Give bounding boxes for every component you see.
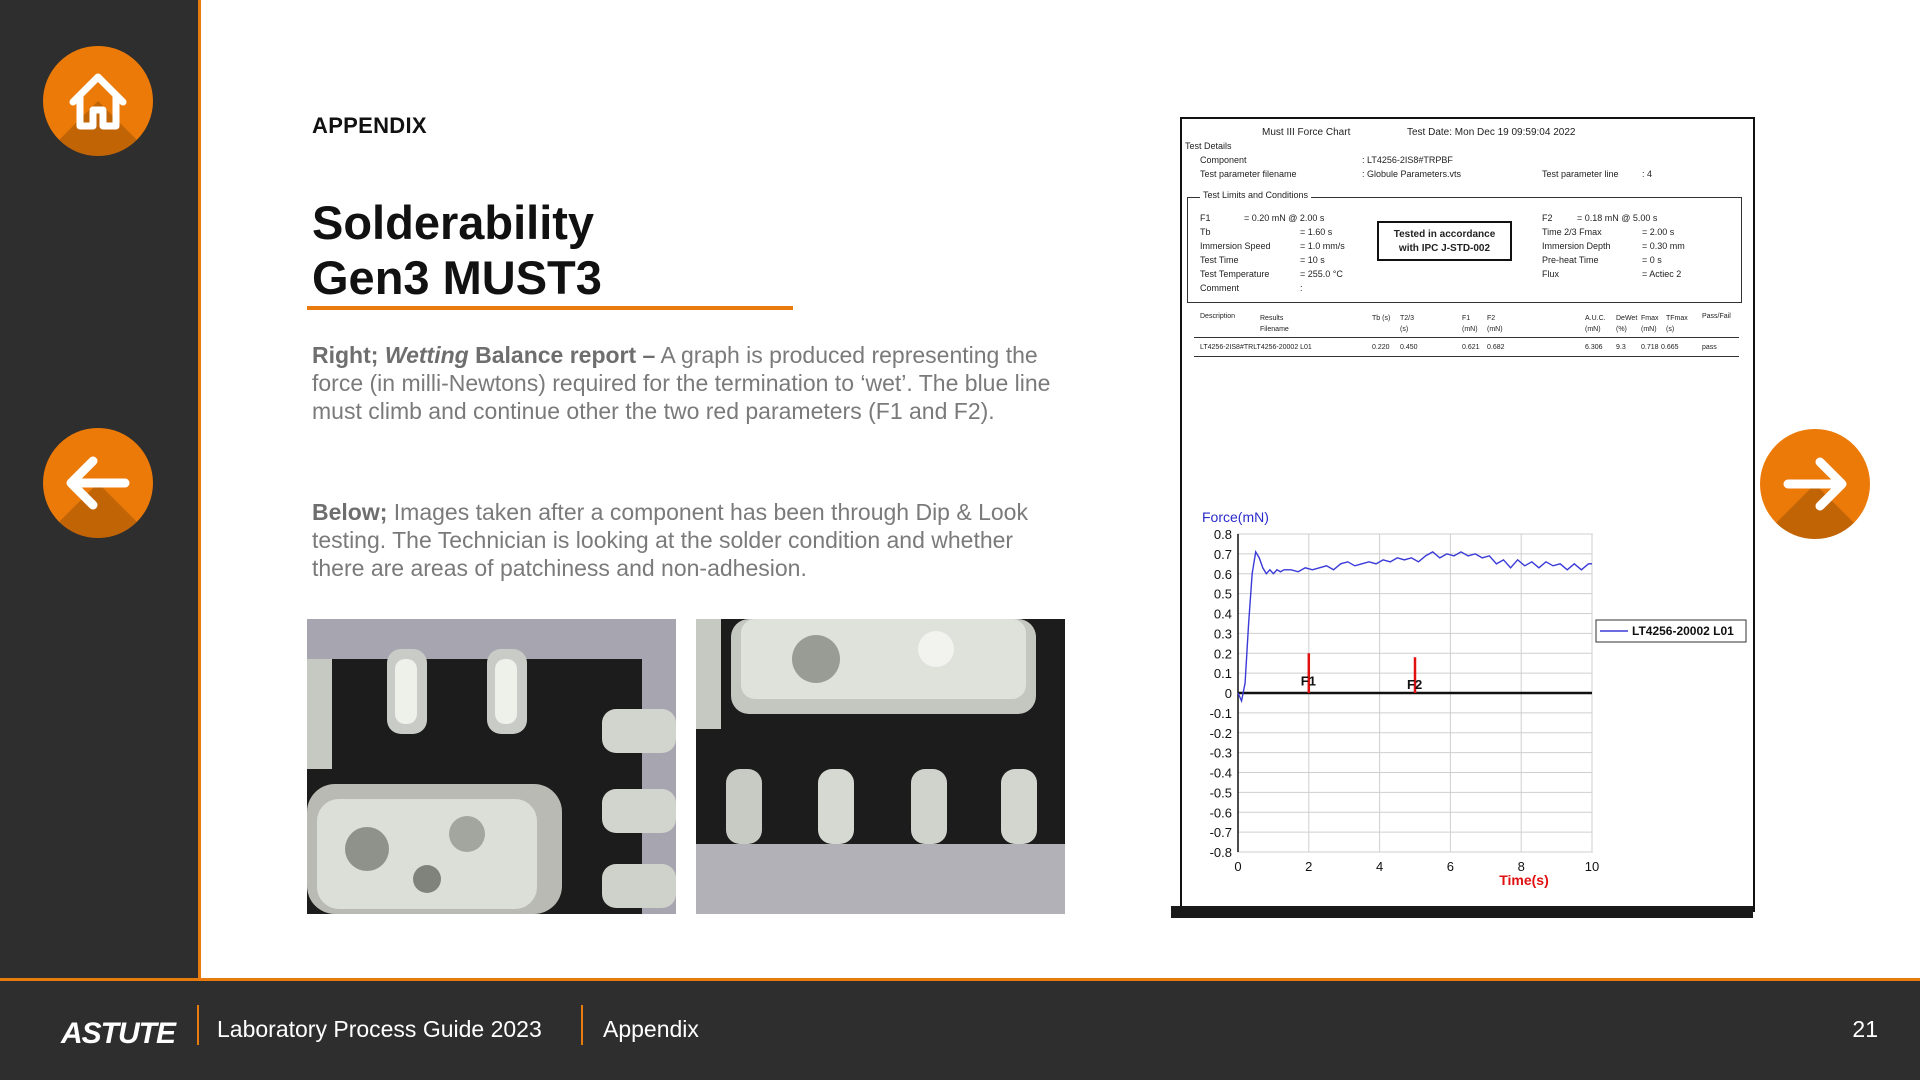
limit-label: Immersion Speed: [1200, 241, 1271, 251]
para1-text: A graph is produced representing the force (in milli-Newtons) required for the termination to ‘wet’. The blue line must climb and continue other the two red parameters (F1 and F2).: [312, 342, 1051, 424]
table-cell: 9.3: [1616, 344, 1626, 351]
x-axis-label: Time(s): [1499, 872, 1549, 888]
limit-value: = 1.60 s: [1300, 227, 1333, 237]
test-details-heading: Test Details: [1185, 141, 1232, 151]
limit-value: = 0.20 mN @ 2.00 s: [1244, 213, 1325, 223]
table-header: Results Filename: [1260, 315, 1289, 333]
para1-lead-2: Balance report –: [475, 342, 656, 368]
y-tick-label: 0.8: [1213, 527, 1232, 542]
table-cell: pass: [1702, 344, 1717, 351]
x-tick-label: 6: [1446, 859, 1455, 874]
home-icon: [43, 46, 153, 156]
table-header: A.U.C. (mN): [1585, 315, 1606, 333]
limit-label: Flux: [1542, 269, 1560, 279]
y-tick-labels: [1210, 527, 1232, 860]
table-header: Pass/Fail: [1702, 313, 1731, 320]
limit-value: = 2.00 s: [1642, 227, 1675, 237]
footer-guide-title: Laboratory Process Guide 2023: [217, 1016, 542, 1042]
left-values-2: [1300, 225, 1345, 295]
y-tick-label: 0.5: [1213, 586, 1232, 602]
limit-value: = 0.18 mN @ 5.00 s: [1577, 213, 1658, 223]
limit-value: = 0.30 mm: [1642, 241, 1685, 251]
page-number: 21: [1852, 1016, 1878, 1042]
table-divider: [1194, 337, 1739, 338]
table-header: Tb (s): [1372, 315, 1391, 322]
table-cell: 0.450: [1400, 344, 1418, 351]
table-header: T2/3 (s): [1400, 315, 1415, 333]
page-title: [312, 195, 602, 305]
x-tick-label: 8: [1517, 859, 1525, 874]
y-axis-label: Force(mN): [1202, 509, 1269, 525]
title-underline: [307, 306, 793, 310]
table-header: F2 (mN): [1487, 315, 1503, 333]
back-button[interactable]: [43, 428, 153, 538]
report-description: [312, 341, 1052, 425]
para1-lead: Right;: [312, 342, 379, 368]
force-chart: [1182, 369, 1753, 909]
table-cell: 0.220: [1372, 344, 1390, 351]
table-cell: 0.621: [1462, 344, 1480, 351]
para2-lead: Below;: [312, 499, 388, 525]
arrow-left-icon: [43, 428, 153, 538]
x-tick-label: 0: [1234, 859, 1242, 874]
report-title: Must III Force Chart: [1262, 127, 1351, 138]
chart-legend: [1596, 620, 1746, 642]
limit-label: Test Temperature: [1200, 269, 1270, 279]
y-tick-label: 0.2: [1213, 646, 1232, 662]
y-tick-label: 0.3: [1213, 626, 1232, 642]
limit-label: Pre-heat Time: [1542, 255, 1599, 265]
y-tick-label: -0.3: [1209, 745, 1232, 761]
brand-logo: ASTUTE: [61, 1017, 175, 1050]
limit-value: = 0 s: [1642, 255, 1662, 265]
para2-text: Images taken after a component has been through Dip & Look testing. The Technician is looking at the solder condition and whether there are areas of patchiness and non-adhesion.: [312, 499, 1028, 581]
right-values: [1577, 211, 1657, 225]
limit-label: Test Time: [1200, 255, 1239, 265]
limit-value: = Actiec 2: [1642, 269, 1682, 279]
y-tick-label: -0.2: [1209, 725, 1232, 741]
forward-button[interactable]: [1760, 429, 1870, 539]
limit-label: F1: [1200, 213, 1211, 223]
y-tick-label: -0.5: [1209, 785, 1232, 801]
limits-title: Test Limits and Conditions: [1200, 190, 1311, 200]
limit-label: Immersion Depth: [1542, 241, 1611, 251]
stamp-line2: with IPC J-STD-002: [1398, 243, 1491, 254]
footer-separator: [197, 1005, 199, 1045]
table-header: DeWet (%): [1616, 315, 1638, 333]
table-header: Fmax (mN): [1641, 315, 1659, 333]
limit-value: = 255.0 °C: [1300, 269, 1343, 279]
page-title-line2: Gen3 MUST3: [312, 251, 602, 304]
limit-label: Tb: [1200, 227, 1211, 237]
x-tick-label: 10: [1584, 859, 1600, 874]
legend-label: LT4256-20002 L01: [1632, 624, 1734, 638]
table-cell: 0.682: [1487, 344, 1505, 351]
component-value: : LT4256-2IS8#TRPBF: [1362, 155, 1453, 165]
table-cell: LT4256-2IS8#TRLT4256-20002 L01: [1200, 344, 1312, 351]
left-values: [1244, 211, 1324, 225]
footer: [0, 978, 1920, 1080]
limit-label: F2: [1542, 213, 1553, 223]
x-tick-label: 4: [1375, 859, 1384, 874]
y-tick-label: -0.4: [1209, 765, 1232, 781]
y-tick-label: 0.1: [1213, 666, 1232, 682]
report-date: Test Date: Mon Dec 19 09:59:04 2022: [1407, 127, 1576, 138]
table-divider: [1194, 356, 1739, 357]
table-cell: 6.306: [1585, 344, 1603, 351]
limit-label: Time 2/3 Fmax: [1542, 227, 1602, 237]
limit-value: = 10 s: [1300, 255, 1325, 265]
solder-photo-2: [696, 619, 1065, 914]
table-cell: 0.665: [1661, 344, 1679, 351]
table-cell: 0.718: [1641, 344, 1659, 351]
marker-label: F2: [1407, 677, 1423, 693]
y-tick-label: 0.7: [1213, 546, 1232, 562]
para1-lead-italic: Wetting: [384, 342, 469, 368]
limit-label: Comment: [1200, 283, 1240, 293]
footer-separator: [581, 1005, 583, 1045]
stamp-line1: Tested in accordance: [1393, 229, 1496, 240]
component-label: Component: [1200, 155, 1247, 165]
y-tick-label: -0.6: [1209, 805, 1232, 821]
ipc-stamp: [1377, 221, 1512, 261]
table-header: F1 (mN): [1462, 315, 1478, 333]
report-shadow: [1171, 906, 1753, 918]
page-title-line1: Solderability: [312, 196, 595, 249]
table-header: Description: [1200, 313, 1236, 320]
footer-section: Appendix: [603, 1016, 699, 1042]
home-button[interactable]: [43, 46, 153, 156]
arrow-right-icon: [1760, 429, 1870, 539]
force-chart-report: [1180, 117, 1755, 912]
y-tick-label: -0.8: [1209, 845, 1232, 860]
filename-value: : Globule Parameters.vts: [1362, 169, 1462, 179]
limit-value: :: [1300, 283, 1303, 293]
solder-photo-1: [307, 619, 676, 914]
y-tick-label: 0.6: [1213, 566, 1232, 582]
right-values-2: [1642, 225, 1685, 281]
y-tick-label: -0.7: [1209, 825, 1232, 841]
table-header: TFmax (s): [1666, 315, 1688, 333]
images-description: [312, 498, 1052, 582]
paramline-label: Test parameter line: [1542, 169, 1619, 179]
y-tick-label: 0.4: [1213, 606, 1232, 622]
filename-label: Test parameter filename: [1200, 169, 1297, 179]
limit-value: = 1.0 mm/s: [1300, 241, 1345, 251]
x-tick-label: 2: [1305, 859, 1313, 874]
section-label: APPENDIX: [312, 113, 427, 138]
marker-label: F1: [1300, 673, 1316, 689]
y-tick-label: 0: [1224, 686, 1232, 701]
y-tick-label: -0.1: [1209, 705, 1232, 721]
paramline-value: : 4: [1642, 169, 1653, 179]
